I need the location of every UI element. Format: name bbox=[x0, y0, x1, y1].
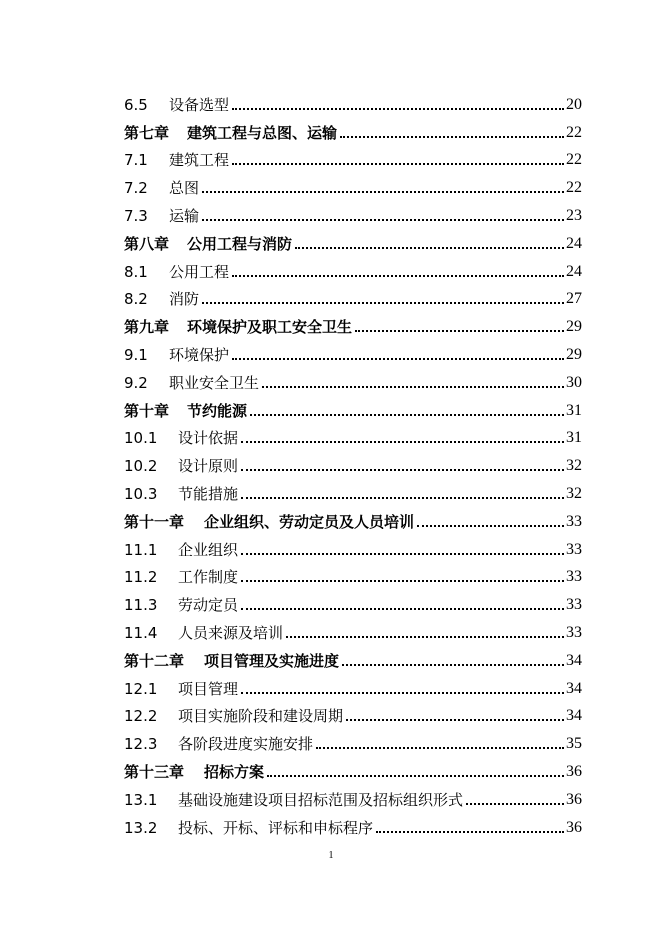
page-number: 1 bbox=[328, 850, 334, 861]
toc-chapter-number: 第十一章 bbox=[124, 512, 185, 531]
toc-entry[interactable] bbox=[124, 615, 582, 643]
dot-leader bbox=[250, 414, 564, 416]
toc-entry[interactable] bbox=[124, 671, 582, 699]
toc-entry-page: 33 bbox=[566, 568, 582, 586]
toc-entry[interactable] bbox=[124, 782, 582, 810]
toc-entry-page: 33 bbox=[566, 540, 582, 558]
toc-entry-number: 10.1 bbox=[124, 429, 158, 448]
dot-leader bbox=[241, 469, 564, 471]
table-of-contents bbox=[124, 87, 582, 838]
dot-leader bbox=[202, 191, 564, 193]
toc-entry-page: 36 bbox=[566, 818, 582, 836]
toc-entry-page: 35 bbox=[566, 735, 582, 753]
toc-entry[interactable] bbox=[124, 532, 582, 560]
toc-entry[interactable] bbox=[124, 726, 582, 754]
toc-entry-title: 各阶段进度实施安排 bbox=[178, 735, 314, 754]
toc-entry-title: 项目实施阶段和建设周期 bbox=[178, 707, 344, 726]
toc-entry[interactable] bbox=[124, 365, 582, 393]
dot-leader bbox=[342, 664, 564, 666]
toc-chapter-entry[interactable] bbox=[124, 393, 582, 421]
toc-entry-number: 12.3 bbox=[124, 735, 158, 754]
toc-entry[interactable] bbox=[124, 337, 582, 365]
toc-entry-page: 32 bbox=[566, 484, 582, 502]
toc-entry-title: 设计原则 bbox=[178, 457, 239, 476]
toc-entry-number: 8.1 bbox=[124, 262, 148, 281]
toc-entry-number: 11.1 bbox=[124, 540, 158, 559]
dot-leader bbox=[466, 803, 564, 805]
toc-entry[interactable] bbox=[124, 254, 582, 282]
toc-entry-title: 建筑工程 bbox=[169, 151, 230, 170]
toc-entry-number: 12.2 bbox=[124, 707, 158, 726]
toc-chapter-title: 公用工程与消防 bbox=[187, 234, 293, 253]
dot-leader bbox=[241, 497, 564, 499]
dot-leader bbox=[232, 163, 564, 165]
toc-entry-title: 消防 bbox=[169, 290, 200, 309]
toc-chapter-number: 第十二章 bbox=[124, 651, 185, 670]
toc-entry-page: 24 bbox=[566, 262, 582, 280]
toc-entry-page: 34 bbox=[566, 707, 582, 725]
dot-leader bbox=[241, 441, 564, 443]
toc-entry-page: 33 bbox=[566, 596, 582, 614]
toc-chapter-number: 第八章 bbox=[124, 234, 170, 253]
toc-chapter-number: 第十章 bbox=[124, 401, 170, 420]
toc-entry-page: 30 bbox=[566, 373, 582, 391]
toc-entry-page: 32 bbox=[566, 457, 582, 475]
dot-leader bbox=[241, 692, 564, 694]
toc-entry-title: 公用工程 bbox=[169, 262, 230, 281]
toc-entry-title: 投标、开标、评标和申标程序 bbox=[178, 818, 374, 837]
toc-chapter-title: 建筑工程与总图、运输 bbox=[187, 123, 338, 142]
toc-entry-page: 33 bbox=[566, 623, 582, 641]
toc-entry-title: 节能措施 bbox=[178, 484, 239, 503]
toc-entry-page: 31 bbox=[566, 429, 582, 447]
dot-leader bbox=[316, 747, 564, 749]
toc-chapter-entry[interactable] bbox=[124, 643, 582, 671]
toc-entry-number: 10.2 bbox=[124, 457, 158, 476]
toc-entry[interactable] bbox=[124, 699, 582, 727]
toc-entry-number: 10.3 bbox=[124, 484, 158, 503]
toc-entry-number: 9.2 bbox=[124, 373, 148, 392]
toc-chapter-entry[interactable] bbox=[124, 115, 582, 143]
toc-chapter-entry[interactable] bbox=[124, 754, 582, 782]
toc-chapter-title: 项目管理及实施进度 bbox=[204, 651, 340, 670]
toc-entry[interactable] bbox=[124, 282, 582, 310]
toc-chapter-title: 企业组织、劳动定员及人员培训 bbox=[204, 512, 415, 531]
toc-entry-number: 11.3 bbox=[124, 596, 158, 615]
toc-entry[interactable] bbox=[124, 587, 582, 615]
toc-chapter-entry[interactable] bbox=[124, 309, 582, 337]
dot-leader bbox=[376, 831, 564, 833]
dot-leader bbox=[355, 330, 564, 332]
toc-entry-title: 人员来源及培训 bbox=[178, 623, 284, 642]
toc-entry-page: 36 bbox=[566, 790, 582, 808]
toc-entry[interactable] bbox=[124, 560, 582, 588]
toc-entry-number: 11.4 bbox=[124, 623, 158, 642]
toc-entry-number: 11.2 bbox=[124, 568, 158, 587]
toc-entry-title: 工作制度 bbox=[178, 568, 239, 587]
dot-leader bbox=[241, 580, 564, 582]
toc-entry-title: 运输 bbox=[169, 206, 200, 225]
toc-entry-title: 职业安全卫生 bbox=[169, 373, 260, 392]
toc-entry-number: 13.2 bbox=[124, 818, 158, 837]
toc-chapter-title: 节约能源 bbox=[187, 401, 248, 420]
dot-leader bbox=[286, 636, 564, 638]
toc-chapter-title: 环境保护及职工安全卫生 bbox=[187, 318, 353, 337]
toc-entry-number: 7.3 bbox=[124, 206, 148, 225]
toc-chapter-title: 招标方案 bbox=[204, 762, 265, 781]
toc-entry-page: 34 bbox=[566, 651, 582, 669]
dot-leader bbox=[295, 247, 564, 249]
dot-leader bbox=[241, 553, 564, 555]
toc-entry-page: 24 bbox=[566, 234, 582, 252]
toc-entry-page: 31 bbox=[566, 401, 582, 419]
toc-entry[interactable] bbox=[124, 143, 582, 171]
toc-entry-title: 企业组织 bbox=[178, 540, 239, 559]
toc-entry-title: 设备选型 bbox=[169, 95, 230, 114]
toc-entry-number: 7.1 bbox=[124, 151, 148, 170]
toc-entry-page: 23 bbox=[566, 206, 582, 224]
dot-leader bbox=[232, 358, 564, 360]
toc-entry[interactable] bbox=[124, 87, 582, 115]
toc-entry-number: 7.2 bbox=[124, 179, 148, 198]
toc-entry-page: 20 bbox=[566, 95, 582, 113]
dot-leader bbox=[232, 275, 564, 277]
toc-entry[interactable] bbox=[124, 170, 582, 198]
toc-entry-page: 22 bbox=[566, 179, 582, 197]
toc-entry[interactable] bbox=[124, 810, 582, 838]
toc-chapter-number: 第七章 bbox=[124, 123, 170, 142]
toc-entry-page: 29 bbox=[566, 318, 582, 336]
toc-entry-title: 设计依据 bbox=[178, 429, 239, 448]
dot-leader bbox=[232, 108, 564, 110]
toc-entry-page: 27 bbox=[566, 290, 582, 308]
toc-entry[interactable] bbox=[124, 198, 582, 226]
toc-entry-page: 36 bbox=[566, 762, 582, 780]
toc-entry-number: 9.1 bbox=[124, 345, 148, 364]
toc-entry[interactable] bbox=[124, 476, 582, 504]
toc-chapter-entry[interactable] bbox=[124, 504, 582, 532]
toc-entry-number: 13.1 bbox=[124, 790, 158, 809]
toc-entry-page: 22 bbox=[566, 123, 582, 141]
dot-leader bbox=[267, 775, 564, 777]
dot-leader bbox=[346, 719, 564, 721]
toc-entry-title: 环境保护 bbox=[169, 345, 230, 364]
toc-entry-title: 基础设施建设项目招标范围及招标组织形式 bbox=[178, 790, 464, 809]
toc-entry-page: 22 bbox=[566, 151, 582, 169]
toc-entry-page: 29 bbox=[566, 345, 582, 363]
toc-entry-number: 8.2 bbox=[124, 290, 148, 309]
toc-entry-title: 总图 bbox=[169, 179, 200, 198]
dot-leader bbox=[340, 136, 564, 138]
toc-entry[interactable] bbox=[124, 421, 582, 449]
toc-chapter-number: 第十三章 bbox=[124, 762, 185, 781]
dot-leader bbox=[202, 302, 564, 304]
toc-entry-number: 12.1 bbox=[124, 679, 158, 698]
toc-entry-title: 项目管理 bbox=[178, 679, 239, 698]
toc-entry-page: 33 bbox=[566, 512, 582, 530]
toc-entry-page: 34 bbox=[566, 679, 582, 697]
toc-entry-title: 劳动定员 bbox=[178, 596, 239, 615]
toc-chapter-entry[interactable] bbox=[124, 226, 582, 254]
toc-chapter-number: 第九章 bbox=[124, 318, 170, 337]
dot-leader bbox=[417, 525, 564, 527]
toc-entry-number: 6.5 bbox=[124, 95, 148, 114]
toc-entry[interactable] bbox=[124, 448, 582, 476]
dot-leader bbox=[202, 219, 564, 221]
dot-leader bbox=[241, 608, 564, 610]
dot-leader bbox=[262, 386, 564, 388]
